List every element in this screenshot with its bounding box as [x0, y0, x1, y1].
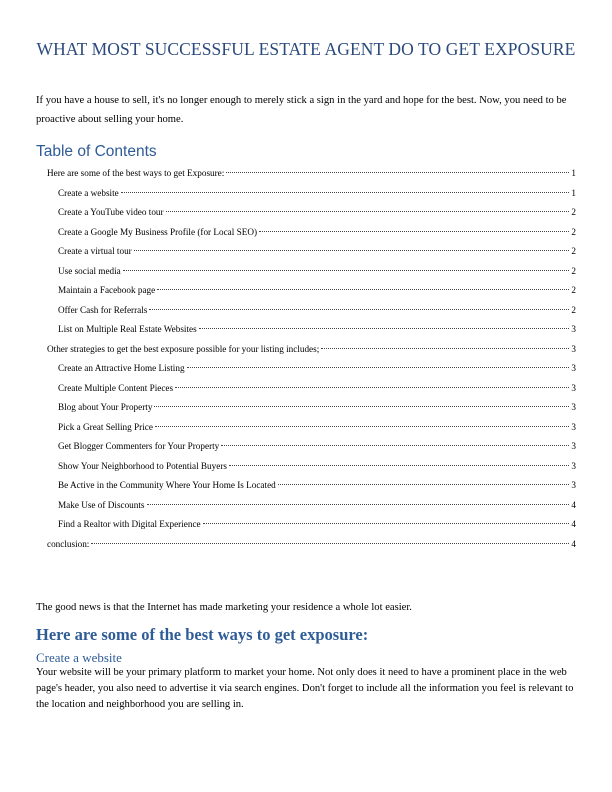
toc-entry-text: Blog about Your Property — [58, 402, 153, 412]
toc-page-number: 3 — [571, 343, 576, 354]
toc-entry[interactable] — [36, 281, 576, 301]
toc-entry-text: Offer Cash for Referrals — [58, 304, 148, 315]
toc-leader-dots — [166, 211, 570, 212]
toc-page-number: 3 — [571, 363, 576, 373]
toc-entry-text: Use social media — [58, 265, 121, 276]
toc-entry[interactable] — [36, 340, 576, 360]
toc-entry[interactable] — [36, 242, 576, 262]
toc-entry-text: Maintain a Facebook page — [58, 285, 156, 295]
intro-paragraph: If you have a house to sell, it's no longer enough to merely stick a sign in the yard and hope for the best. Now, you need to be proactive about selling your home. — [36, 95, 567, 125]
toc-entry[interactable] — [36, 203, 576, 223]
toc-heading: Table of Contents — [36, 143, 157, 160]
toc-page-number: 2 — [571, 207, 576, 217]
toc-leader-dots — [203, 523, 570, 524]
toc-leader-dots — [154, 406, 569, 407]
toc-entry[interactable] — [36, 437, 576, 457]
toc-entry-text: Make Use of Discounts — [58, 499, 145, 510]
toc-page-number: 3 — [571, 324, 576, 334]
toc-leader-dots — [175, 387, 569, 388]
toc-entry-text: Show Your Neighborhood to Potential Buyers — [58, 460, 227, 471]
toc-leader-dots — [221, 445, 569, 446]
toc-entry-text: Create an Attractive Home Listing — [58, 363, 185, 373]
toc-leader-dots — [157, 289, 569, 290]
toc-entry-text: Create a Google My Business Profile (for Local SEO) — [58, 226, 258, 237]
toc-page-number: 3 — [571, 382, 576, 393]
toc-page-number: 4 — [571, 519, 576, 529]
toc-leader-dots — [91, 543, 569, 544]
subsection-heading: Create a website — [36, 650, 122, 665]
toc-leader-dots — [321, 348, 569, 349]
toc-leader-dots — [199, 328, 570, 329]
toc-leader-dots — [121, 192, 570, 193]
toc-entry-text: Other strategies to get the best exposure possible for your listing includes; — [47, 343, 320, 354]
toc-page-number: 3 — [571, 480, 576, 490]
toc-page-number: 4 — [571, 499, 576, 510]
toc-entry-text: conclusion: — [47, 538, 90, 549]
toc-page-number: 3 — [571, 441, 576, 451]
toc-entry[interactable] — [36, 398, 576, 418]
toc-entry-text: Get Blogger Commenters for Your Property — [58, 441, 220, 451]
toc-entry[interactable] — [36, 301, 576, 321]
toc-entry[interactable] — [36, 379, 576, 399]
toc-entry[interactable] — [36, 320, 576, 340]
toc-page-number: 3 — [571, 421, 576, 432]
toc-leader-dots — [147, 504, 570, 505]
toc-leader-dots — [155, 426, 569, 427]
table-of-contents — [36, 164, 576, 554]
toc-entry-text: Create a YouTube video tour — [58, 207, 164, 217]
toc-page-number: 4 — [571, 538, 576, 549]
toc-entry[interactable] — [36, 496, 576, 516]
good-news-paragraph: The good news is that the Internet has made marketing your residence a whole lot easier. — [36, 602, 412, 613]
subsection-body: Your website will be your primary platform to market your home. Not only does it need to have a prominent place in the web page's header, you also need to advertise it via search engines. Don't forget to include all the information you feel is relevant to the location and neighborhood you are selling in. — [36, 667, 574, 710]
toc-entry[interactable] — [36, 476, 576, 496]
toc-leader-dots — [278, 484, 570, 485]
toc-entry[interactable] — [36, 164, 576, 184]
toc-leader-dots — [123, 270, 570, 271]
toc-entry-text: Create a website — [58, 187, 119, 198]
document-title: WHAT MOST SUCCESSFUL ESTATE AGENT DO TO GET EXPOSURE — [36, 39, 576, 59]
toc-leader-dots — [226, 172, 569, 173]
toc-page-number: 2 — [571, 304, 576, 315]
toc-page-number: 1 — [571, 168, 576, 178]
toc-page-number: 1 — [571, 187, 576, 198]
toc-leader-dots — [259, 231, 569, 232]
toc-entry[interactable] — [36, 262, 576, 282]
toc-entry[interactable] — [36, 359, 576, 379]
toc-entry[interactable] — [36, 223, 576, 243]
toc-page-number: 2 — [571, 265, 576, 276]
toc-page-number: 2 — [571, 246, 576, 256]
toc-leader-dots — [134, 250, 570, 251]
toc-leader-dots — [187, 367, 570, 368]
toc-entry[interactable] — [36, 418, 576, 438]
toc-entry-text: Here are some of the best ways to get Exposure: — [47, 168, 225, 178]
toc-entry-text: Pick a Great Selling Price — [58, 421, 153, 432]
toc-page-number: 2 — [571, 285, 576, 295]
section-heading: Here are some of the best ways to get exposure: — [36, 625, 369, 644]
toc-entry[interactable] — [36, 535, 576, 555]
toc-page-number: 3 — [571, 460, 576, 471]
toc-leader-dots — [229, 465, 569, 466]
toc-leader-dots — [149, 309, 569, 310]
toc-entry-text: List on Multiple Real Estate Websites — [58, 324, 197, 334]
toc-entry[interactable] — [36, 184, 576, 204]
toc-entry[interactable] — [36, 515, 576, 535]
toc-page-number: 2 — [571, 226, 576, 237]
toc-entry[interactable] — [36, 457, 576, 477]
toc-page-number: 3 — [571, 402, 576, 412]
toc-entry-text: Create a virtual tour — [58, 246, 132, 256]
toc-entry-text: Be Active in the Community Where Your Home Is Located — [58, 480, 276, 490]
toc-entry-text: Find a Realtor with Digital Experience — [58, 519, 201, 529]
toc-entry-text: Create Multiple Content Pieces — [58, 382, 174, 393]
